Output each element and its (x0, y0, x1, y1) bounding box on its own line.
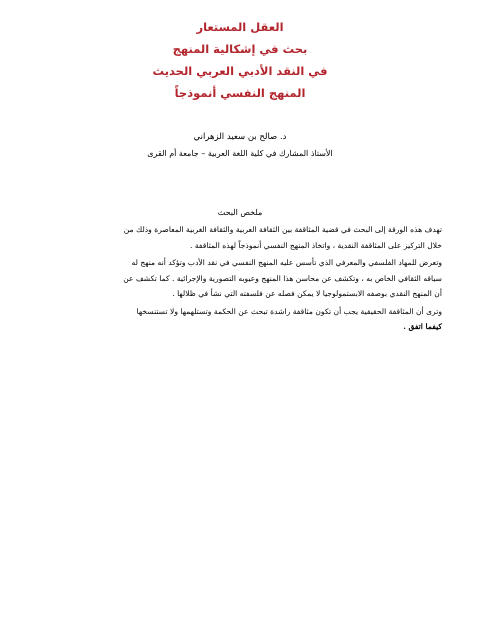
abstract-paragraph-3 (36, 304, 442, 335)
title-line-3: في النقد الأدبي العربي الحديث (152, 64, 328, 78)
abstract-line: سياقه الثقافي الخاص به ، وتكشف عن محاسن هذا المنهج وعيوبه التصورية والإجرائية . كما تكشف عن (123, 273, 442, 283)
abstract-paragraph-2 (36, 255, 442, 302)
author-name: د. صالح بن سعيد الزهراني (193, 132, 287, 142)
author-affiliation: الأستاذ المشارك في كلية اللغة العربية – جامعة أم القرى (147, 149, 333, 158)
abstract-line: وترى أن المثاقفة الحقيقية يجب أن تكون مثاقفة راشدة تبحث عن الحكمة وتستلهمها ولا تستنسخها (136, 306, 442, 316)
abstract-line: كيفما اتفق . (403, 322, 442, 331)
author-block (0, 128, 480, 162)
abstract-heading: ملخص البحث (217, 208, 263, 217)
title-line-4: المنهج النفسي أنموذجاً (174, 86, 306, 100)
title-line-2: بحث في إشكالية المنهج (172, 42, 308, 56)
abstract-line: تهدف هذه الورقة إلى البحث في قضية المثاقفة بين الثقافة العربية والثقافة الغربية المعاصرة وذلك من (123, 225, 442, 234)
abstract-line: وتعرض للمهاد الفلسفي والمعرفي الذي تأسس عليه المنهج النفسي في نقد الأدب وتؤكد أنه منهج له (131, 258, 442, 267)
abstract-paragraph-1 (36, 222, 442, 253)
abstract-line: خلال التركيز على المثاقفة النقدية ، واتخاذ المنهج النفسي أنموذجاً لهذه المثاقفة . (190, 240, 442, 250)
abstract-body (36, 222, 442, 335)
title-block (0, 16, 480, 104)
abstract-line: أن المنهج النقدي بوصفه الابستمولوجيا لا يمكن فصله عن فلسفته التي نشأ في ظلالها . (172, 289, 442, 298)
title-line-1: العقل المستعار (196, 20, 284, 34)
